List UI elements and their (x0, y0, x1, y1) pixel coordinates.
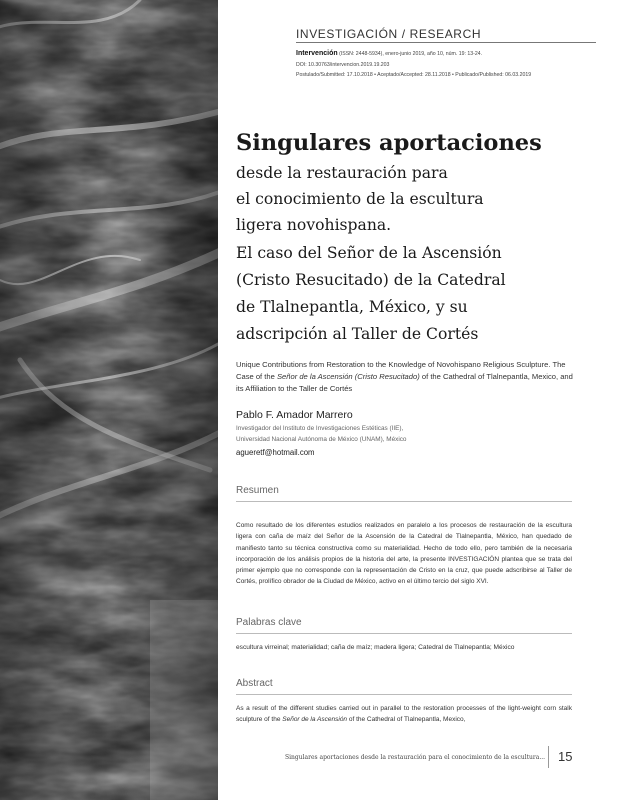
title-line: desde la restauración para (236, 164, 448, 182)
resumen-text: Como resultado de los diferentes estudios realizados en paralelo a los procesos de restauración de la escultura ligera con caña de maíz del Señor de la Ascensión de la Catedral de Tlalnepantla, México, han quedado de manifiesto tanto su técnica constructiva como su materialidad. Hecho de todo ello, pero también de la necesaria incorporación de los análisis propios de la historia del arte, la presente INVESTIGACIÓN plantea que se trata del primer ejemplo que no corresponde con la representación de Cristo en la cruz, que puede adscribirse al Taller de Cortés, prolífico obrador de la Ciudad de México, activo en el último tercio del siglo XVI. (236, 522, 572, 586)
publication-dates: Postulado/Submitted: 17.10.2018 • Aceptado/Accepted: 28.11.2018 • Publicado/Published: 06.03.2019 (296, 72, 532, 78)
author-email[interactable]: agueretf@hotmail.com (236, 448, 315, 457)
title-line: adscripción al Taller de Cortés (236, 325, 479, 343)
doi: DOI: 10.30763/intervencion.2019.19.203 (296, 62, 390, 68)
section-divider (236, 501, 572, 502)
running-title: Singulares aportaciones desde la restauración para el conocimiento de la escultura... (285, 754, 546, 761)
english-title: Unique Contributions from Restoration to the Knowledge of Novohispano Religious Sculpture. The Case of the Señor de la Ascensión (Cristo Resucitado) of the Cathedral of Tlalnepantla, Mexico, and its Affiliation to the Taller de Cortés (236, 360, 573, 393)
author-affiliation: Investigador del Instituto de Investigaciones Estéticas (IIE), (236, 425, 404, 432)
section-divider (236, 633, 572, 634)
journal-info (296, 50, 482, 57)
title-line: ligera novohispana. (236, 216, 392, 234)
author-affiliation: Universidad Nacional Autónoma de México (UNAM), México (236, 436, 407, 443)
section-divider (236, 694, 572, 695)
section-label: INVESTIGACIÓN / RESEARCH (296, 27, 482, 41)
footer-divider (548, 746, 549, 768)
abstract-text: As a result of the different studies carried out in parallel to the restoration processes of the light-weight corn stalk sculpture of the Señor de la Ascensión of the Cathedral of Tlalnepantla, Mexico, (236, 705, 572, 724)
article-title-main: Singulares aportaciones (236, 130, 542, 156)
page-number: 15 (558, 749, 573, 764)
title-line: de Tlalnepantla, México, y su (236, 298, 468, 316)
journal-name: Intervención (296, 50, 338, 57)
xray-image (0, 0, 218, 800)
journal-issue: (ISSN: 2448-5934), enero-junio 2019, año 10, núm. 19: 13-24. (339, 51, 483, 57)
title-line: El caso del Señor de la Ascensión (236, 244, 502, 262)
abstract-heading: Abstract (236, 678, 273, 689)
resumen-heading: Resumen (236, 485, 279, 496)
title-line: (Cristo Resucitado) de la Catedral (236, 271, 506, 289)
keywords-heading: Palabras clave (236, 617, 302, 628)
keywords-text: escultura virreinal; materialidad; caña de maíz; madera ligera; Catedral de Tlalnepantla; México (236, 644, 515, 651)
title-line: el conocimiento de la escultura (236, 190, 484, 208)
header-divider (296, 42, 596, 43)
author-name: Pablo F. Amador Marrero (236, 409, 353, 421)
